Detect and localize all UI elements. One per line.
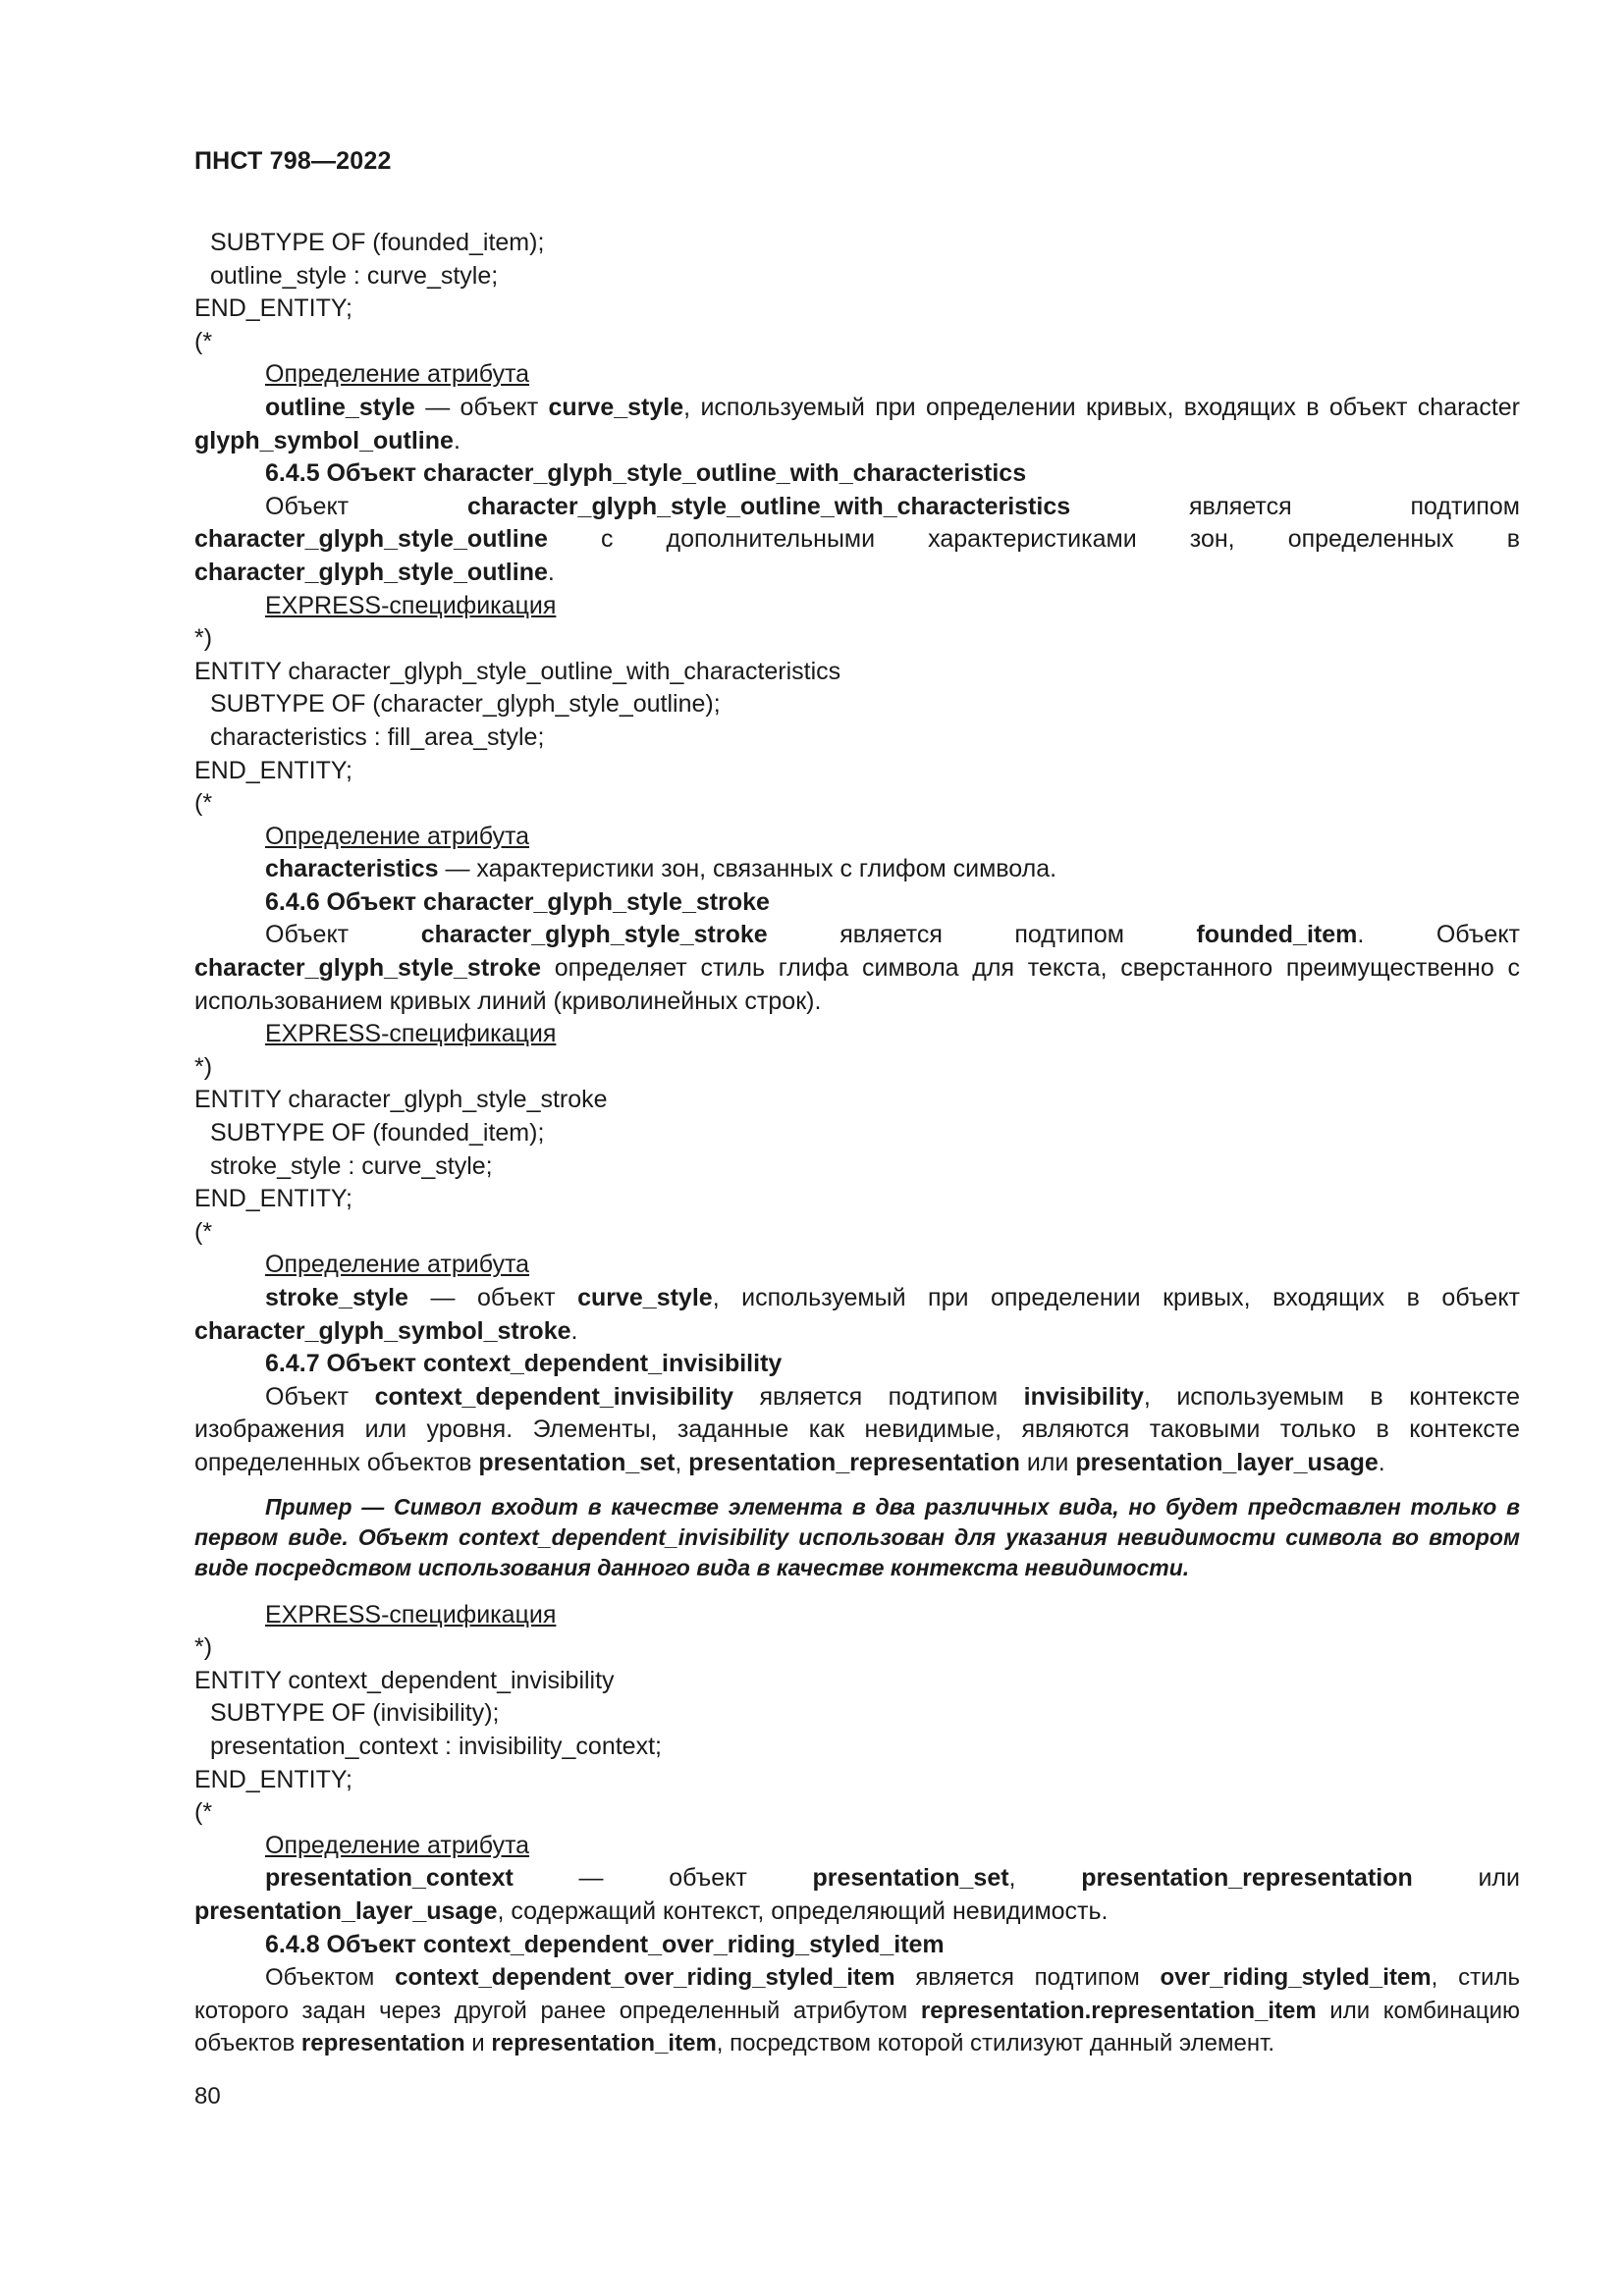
paragraph-stroke-style: stroke_style — объект curve_style, используемый при определении кривых, входящих в объект character_glyph_symbol_stroke. [194, 1284, 1521, 1345]
express-spec-heading: EXPRESS-спецификация [265, 1020, 557, 1048]
paragraph-6-4-8: Объектом context_dependent_over_riding_styled_item является подтипом over_riding_styled_item, стиль которого задан через другой ранее определенный атрибутом representation.representation_item или комбинацию объектов representation и representation_item, посредством которой стилизуют данный элемент. [194, 1964, 1520, 2057]
paragraph-6-4-7: Объект context_dependent_invisibility является подтипом invisibility, используемым в контексте изображения или уровня. Элементы, заданные как невидимые, являются таковыми только в контексте определенных объектов presentation_set, presentation_representation или presentation_layer_usage. [194, 1382, 1520, 1476]
document-body [194, 227, 1520, 2060]
attribute-definition-heading: Определение атрибута [265, 1831, 530, 1859]
code-line: (* [194, 1798, 213, 1827]
paragraph-presentation-context: presentation_context — объект presentation_set, presentation_representation или presentation_layer_usage, содержащий контекст, определяющий невидимость. [194, 1864, 1520, 1925]
page-number: 80 [194, 2083, 221, 2109]
paragraph-characteristics: characteristics — характеристики зон, связанных с глифом символа. [265, 855, 1057, 883]
code-line: SUBTYPE OF (invisibility); [210, 1699, 500, 1728]
code-line: *) [194, 624, 213, 653]
express-spec-heading: EXPRESS-спецификация [265, 1600, 557, 1629]
code-line: *) [194, 1633, 213, 1662]
code-line: (* [194, 789, 213, 818]
code-line: outline_style : curve_style; [210, 261, 499, 290]
code-line: (* [194, 327, 213, 355]
paragraph-outline-style: outline_style — объект curve_style, используемый при определении кривых, входящих в объект character glyph_symbol_outline. [194, 393, 1521, 454]
express-spec-heading: EXPRESS-спецификация [265, 591, 557, 619]
section-heading-6-4-8: 6.4.8 Объект context_dependent_over_riding_styled_item [265, 1930, 945, 1958]
code-line: characteristics : fill_area_style; [210, 722, 545, 751]
code-line: ENTITY character_glyph_style_stroke [194, 1086, 608, 1114]
document-header: ПНСТ 798—2022 [194, 147, 392, 175]
attribute-definition-heading: Определение атрибута [265, 822, 530, 850]
code-line: END_ENTITY; [194, 1765, 352, 1793]
code-line: ENTITY character_glyph_style_outline_with_characteristics [194, 657, 841, 685]
paragraph-6-4-5: Объект character_glyph_style_outline_with_characteristics является подтипом character_glyph_style_outline с дополнительными характеристиками зон, определенных в character_glyph_style_outline. [194, 492, 1520, 586]
code-line: (* [194, 1217, 213, 1246]
code-line: END_ENTITY; [194, 294, 352, 323]
code-line: END_ENTITY; [194, 756, 352, 784]
section-heading-6-4-5: 6.4.5 Объект character_glyph_style_outline_with_characteristics [265, 459, 1027, 488]
code-line: SUBTYPE OF (founded_item); [210, 229, 545, 256]
code-line: ENTITY context_dependent_invisibility [194, 1666, 615, 1694]
code-line: END_ENTITY; [194, 1185, 352, 1213]
attribute-definition-heading: Определение атрибута [265, 360, 530, 389]
code-line: SUBTYPE OF (founded_item); [210, 1119, 545, 1148]
example-note: Пример — Символ входит в качестве элемента в два различных вида, но будет представлен только в первом виде. Объект context_dependent_invisibility использован для указания невидимости символа во втором виде посредством использования данного вида в качестве контекста невидимости. [194, 1493, 1520, 1580]
attribute-definition-heading: Определение атрибута [265, 1251, 530, 1279]
code-line: SUBTYPE OF (character_glyph_style_outline); [210, 690, 721, 719]
section-heading-6-4-6: 6.4.6 Объект character_glyph_style_stroke [265, 887, 770, 916]
code-line: *) [194, 1052, 213, 1081]
section-heading-6-4-7: 6.4.7 Объект context_dependent_invisibility [265, 1350, 783, 1378]
code-line: stroke_style : curve_style; [210, 1151, 493, 1180]
paragraph-6-4-6: Объект character_glyph_style_stroke является подтипом founded_item. Объект character_glyph_style_stroke определяет стиль глифа символа для текста, сверстанного преимущественно с использованием кривых линий (криволинейных строк). [194, 921, 1520, 1015]
code-line: presentation_context : invisibility_context; [210, 1732, 662, 1760]
